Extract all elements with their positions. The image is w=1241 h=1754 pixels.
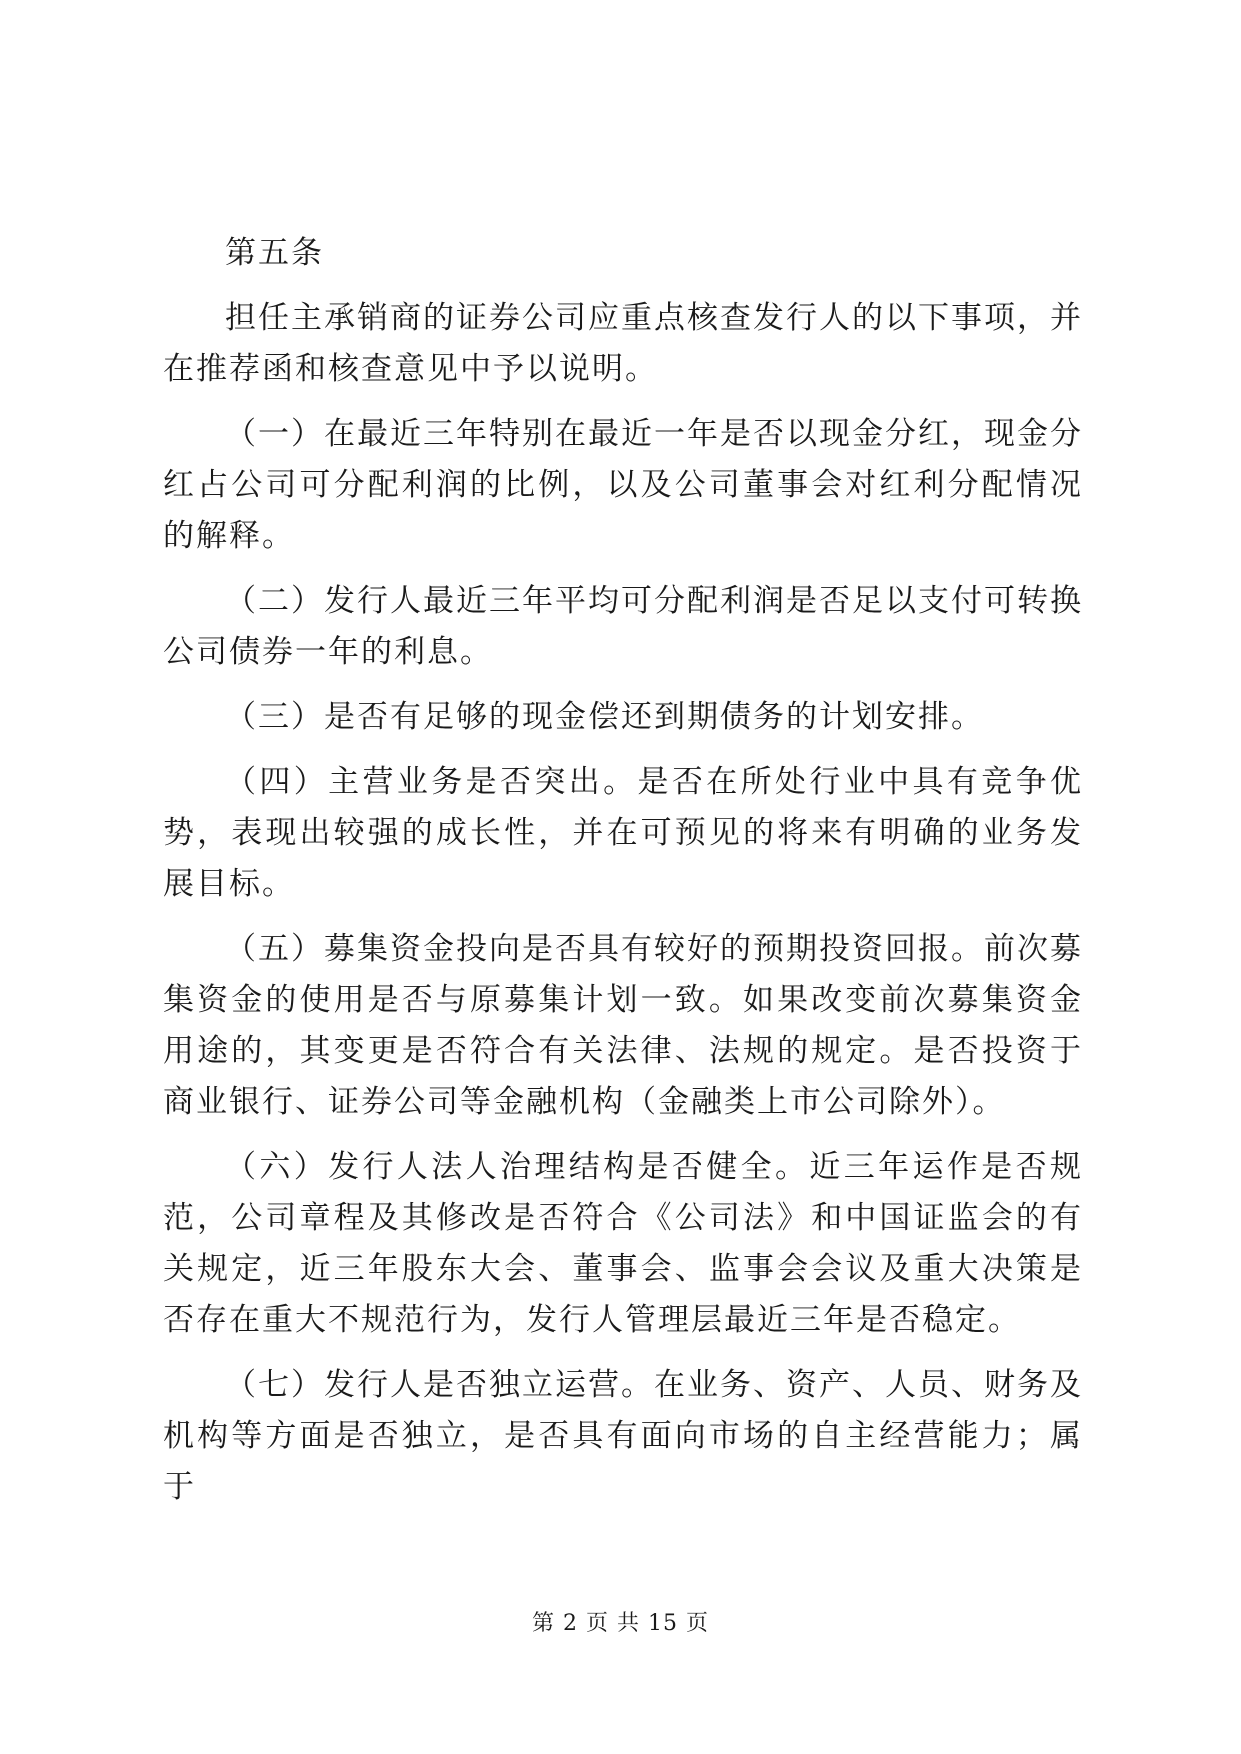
document-body xyxy=(163,228,1083,1527)
page-footer xyxy=(0,1606,1241,1637)
paragraph-item-6: （六）发行人法人治理结构是否健全。近三年运作是否规范，公司章程及其修改是否符合《公司法》和中国证监会的有关规定，近三年股东大会、董事会、监事会会议及重大决策是否存在重大不规范行为，发行人管理层最近三年是否稳定。 xyxy=(163,1149,1083,1338)
page-number: 第 2 页 共 15 页 xyxy=(532,1611,709,1636)
paragraph-item-5: （五）募集资金投向是否具有较好的预期投资回报。前次募集资金的使用是否与原募集计划一致。如果改变前次募集资金用途的，其变更是否符合有关法律、法规的规定。是否投资于商业银行、证券公司等金融机构（金融类上市公司除外）。 xyxy=(163,931,1083,1120)
paragraph-item-4: （四）主营业务是否突出。是否在所处行业中具有竞争优势，表现出较强的成长性，并在可预见的将来有明确的业务发展目标。 xyxy=(163,764,1083,902)
article-heading: 第五条 xyxy=(225,235,324,271)
paragraph-item-2: （二）发行人最近三年平均可分配利润是否足以支付可转换公司债券一年的利息。 xyxy=(163,583,1083,670)
paragraph-intro: 担任主承销商的证券公司应重点核查发行人的以下事项，并在推荐函和核查意见中予以说明。 xyxy=(163,300,1083,387)
paragraph-item-7: （七）发行人是否独立运营。在业务、资产、人员、财务及机构等方面是否独立，是否具有面向市场的自主经营能力；属于 xyxy=(163,1367,1083,1505)
paragraph-item-1: （一）在最近三年特别在最近一年是否以现金分红，现金分红占公司可分配利润的比例，以及公司董事会对红利分配情况的解释。 xyxy=(163,416,1083,554)
paragraph-item-3: （三）是否有足够的现金偿还到期债务的计划安排。 xyxy=(225,699,984,735)
